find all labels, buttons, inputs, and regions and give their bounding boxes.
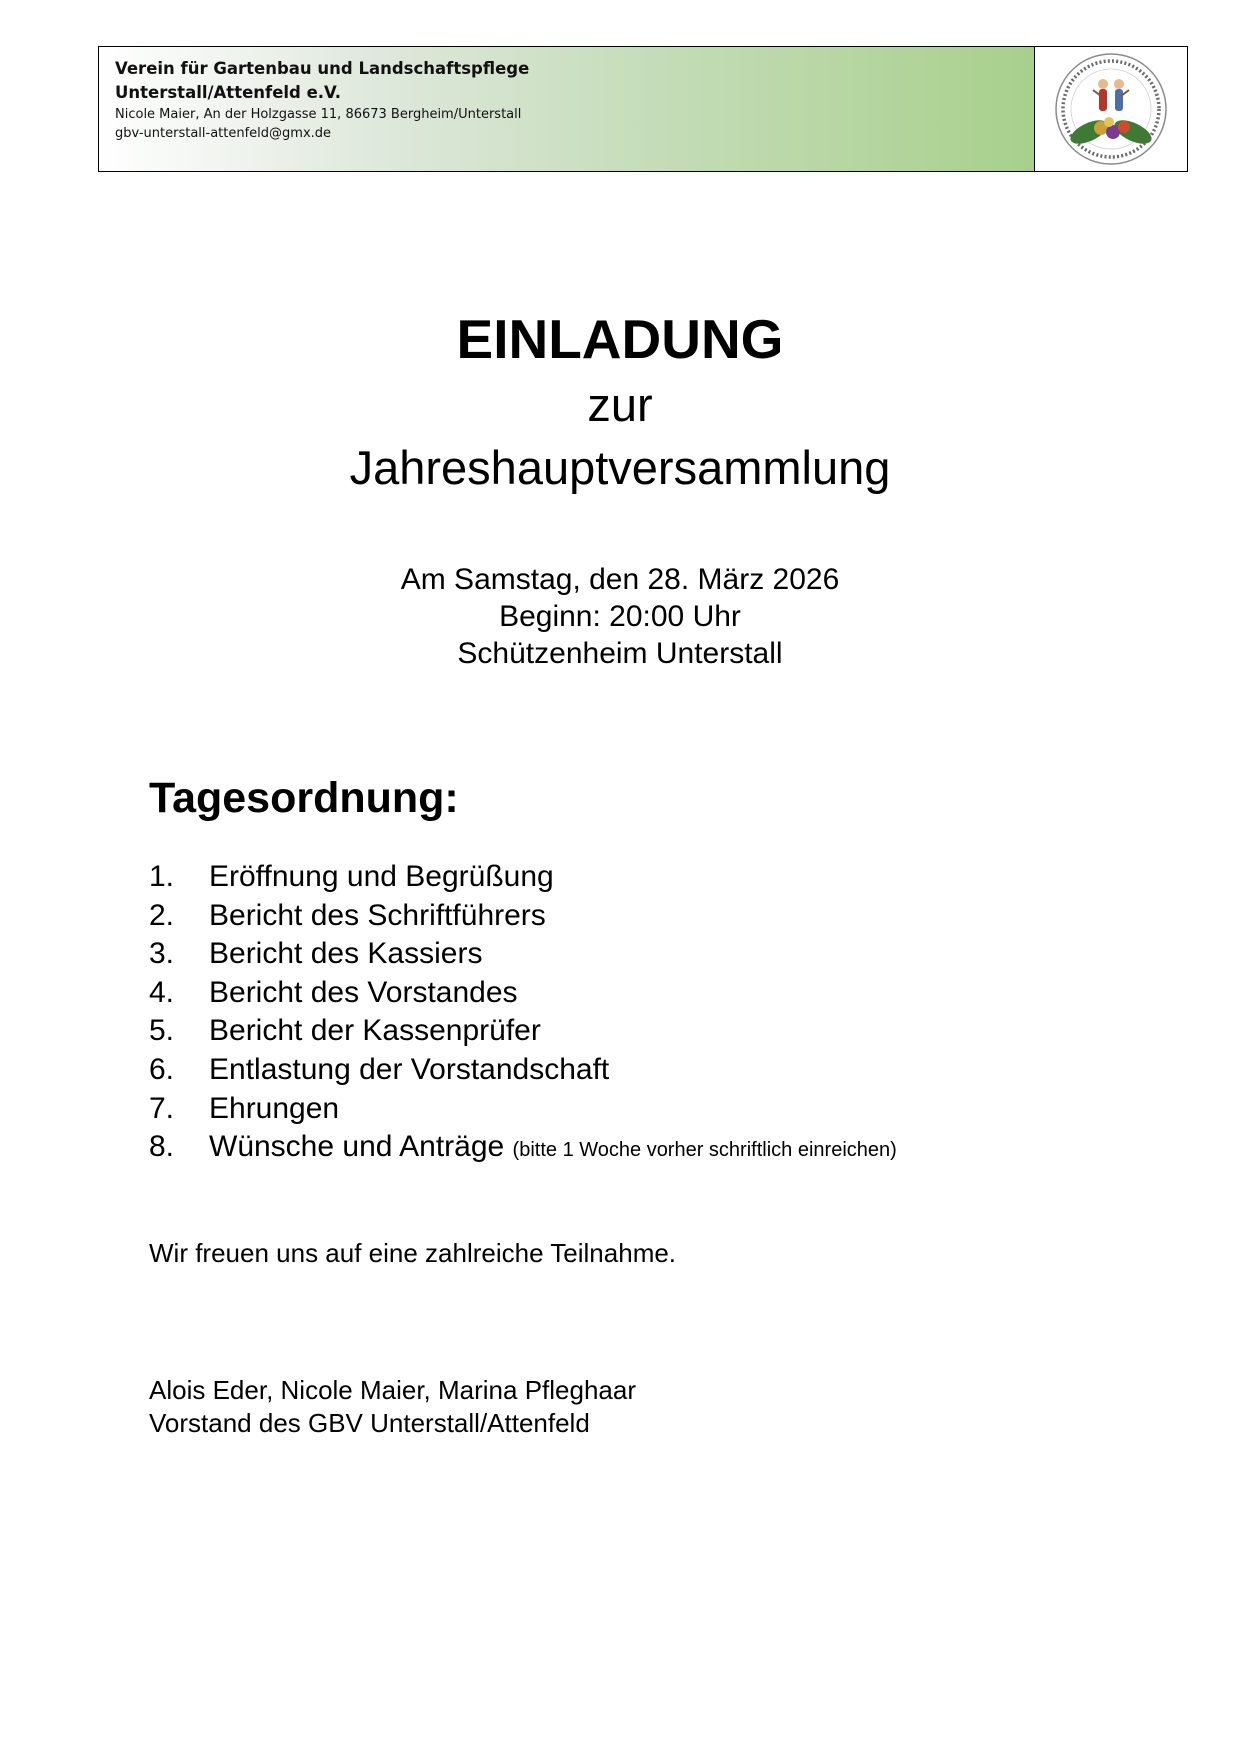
agenda-item	[149, 1128, 897, 1167]
event-location: Schützenheim Unterstall	[457, 637, 783, 670]
org-name-line2: Unterstall/Attenfeld e.V.	[115, 83, 341, 102]
agenda-item	[149, 1051, 897, 1090]
org-address: Nicole Maier, An der Holzgasse 11, 86673 Bergheim/Unterstall	[115, 107, 522, 122]
agenda-item	[149, 1090, 897, 1129]
agenda-item-text: Ehrungen	[209, 1091, 340, 1125]
agenda-item-number: 3.	[149, 937, 175, 971]
event-time: Beginn: 20:00 Uhr	[499, 600, 741, 633]
event-date: Am Samstag, den 28. März 2026	[400, 563, 840, 596]
agenda-item-number: 8.	[149, 1130, 175, 1164]
agenda-item	[149, 897, 897, 936]
agenda-item-text: Bericht des Kassiers	[209, 937, 483, 971]
title-main: EINLADUNG	[456, 308, 784, 370]
agenda-item-text: Bericht des Vorstandes	[209, 975, 518, 1009]
agenda-item-number: 4.	[149, 975, 175, 1009]
club-logo-icon	[1049, 50, 1173, 168]
agenda-item	[149, 858, 897, 897]
agenda-list	[149, 858, 897, 1167]
title-sub-zur: zur	[587, 378, 653, 431]
agenda-item-text: Bericht der Kassenprüfer	[209, 1014, 541, 1048]
signature-role: Vorstand des GBV Unterstall/Attenfeld	[149, 1408, 590, 1438]
agenda-item	[149, 974, 897, 1013]
agenda-item	[149, 1012, 897, 1051]
agenda-item-text: Bericht des Schriftführers	[209, 898, 546, 932]
agenda-item-text: Entlastung der Vorstandschaft	[209, 1052, 610, 1086]
agenda-item-note: (bitte 1 Woche vorher schriftlich einreichen)	[512, 1139, 897, 1162]
agenda-heading: Tagesordnung:	[149, 774, 459, 822]
org-email: gbv-unterstall-attenfeld@gmx.de	[115, 126, 332, 141]
agenda-item-text: Wünsche und Anträge	[209, 1130, 505, 1164]
letterhead-text	[99, 47, 1035, 171]
title-sub-meeting: Jahreshauptversammlung	[349, 441, 891, 494]
letterhead	[98, 46, 1188, 172]
agenda-item	[149, 935, 897, 974]
agenda-item-number: 5.	[149, 1014, 175, 1048]
signature-names: Alois Eder, Nicole Maier, Marina Pfleghaar	[149, 1375, 637, 1405]
agenda-item-number: 1.	[149, 860, 175, 893]
agenda-item-number: 2.	[149, 898, 175, 932]
closing-text: Wir freuen uns auf eine zahlreiche Teilnahme.	[149, 1238, 677, 1268]
club-logo	[1035, 47, 1187, 171]
org-name-line1: Verein für Gartenbau und Landschaftspflege	[115, 59, 530, 78]
agenda-item-number: 6.	[149, 1052, 175, 1086]
agenda-item-text: Eröffnung und Begrüßung	[209, 860, 554, 893]
agenda-item-number: 7.	[149, 1091, 175, 1125]
